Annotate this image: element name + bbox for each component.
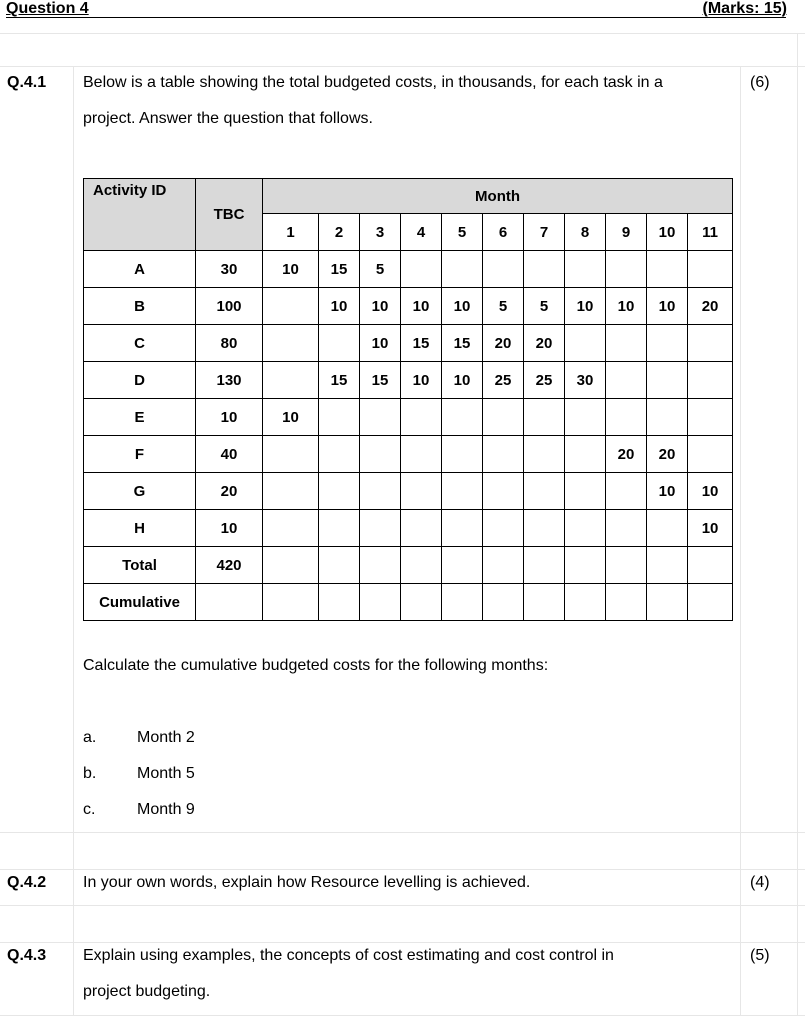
month-cost-cell bbox=[565, 436, 606, 473]
activity-id-cell: E bbox=[84, 399, 196, 436]
month-cost-cell: 10 bbox=[401, 362, 442, 399]
month-header-cell: 6 bbox=[483, 214, 524, 251]
month-cost-cell: 20 bbox=[606, 436, 647, 473]
month-header-cell: 10 bbox=[647, 214, 688, 251]
month-cost-cell bbox=[319, 473, 360, 510]
table-row bbox=[84, 436, 733, 473]
month-cost-cell bbox=[524, 584, 565, 621]
tbc-cell: 420 bbox=[196, 547, 263, 584]
month-header-cell: 4 bbox=[401, 214, 442, 251]
month-header-cell: 5 bbox=[442, 214, 483, 251]
activity-id-cell: A bbox=[84, 251, 196, 288]
month-cost-cell bbox=[688, 325, 733, 362]
month-cost-cell bbox=[263, 288, 319, 325]
month-header-cell: 1 bbox=[263, 214, 319, 251]
table-row bbox=[84, 547, 733, 584]
month-cost-cell bbox=[647, 547, 688, 584]
month-cost-cell bbox=[524, 473, 565, 510]
month-cost-cell bbox=[565, 251, 606, 288]
month-cost-cell: 15 bbox=[319, 251, 360, 288]
month-cost-cell bbox=[483, 399, 524, 436]
month-cost-cell bbox=[565, 473, 606, 510]
question-text: In your own words, explain how Resource levelling is achieved. bbox=[83, 874, 531, 891]
tbc-cell bbox=[196, 584, 263, 621]
activity-id-cell: H bbox=[84, 510, 196, 547]
sub-item-text: Month 9 bbox=[137, 801, 195, 818]
month-cost-cell bbox=[401, 473, 442, 510]
month-header-cell: 8 bbox=[565, 214, 606, 251]
question-text: Explain using examples, the concepts of cost estimating and cost control in bbox=[83, 947, 614, 964]
month-cost-cell: 10 bbox=[442, 288, 483, 325]
month-cost-cell bbox=[606, 584, 647, 621]
month-cost-cell: 5 bbox=[524, 288, 565, 325]
month-cost-cell bbox=[524, 510, 565, 547]
activity-id-cell: D bbox=[84, 362, 196, 399]
header-activity-id: Activity ID bbox=[84, 179, 196, 251]
month-cost-cell bbox=[319, 547, 360, 584]
month-cost-cell bbox=[442, 510, 483, 547]
table-row bbox=[84, 473, 733, 510]
month-cost-cell: 10 bbox=[360, 288, 401, 325]
activity-id-cell: F bbox=[84, 436, 196, 473]
month-cost-cell bbox=[360, 473, 401, 510]
month-cost-cell bbox=[606, 510, 647, 547]
month-cost-cell: 10 bbox=[688, 473, 733, 510]
question-number: Q.4.2 bbox=[7, 874, 47, 891]
month-cost-cell bbox=[688, 436, 733, 473]
month-cost-cell bbox=[606, 547, 647, 584]
tbc-cell: 80 bbox=[196, 325, 263, 362]
table-row bbox=[84, 288, 733, 325]
month-cost-cell: 10 bbox=[688, 510, 733, 547]
header-month: Month bbox=[263, 179, 733, 214]
header-rule bbox=[6, 17, 786, 18]
month-cost-cell: 15 bbox=[319, 362, 360, 399]
question-marks-value: (6) bbox=[750, 74, 770, 91]
month-cost-cell bbox=[606, 362, 647, 399]
month-cost-cell bbox=[688, 399, 733, 436]
question-marks-value: (4) bbox=[750, 874, 770, 891]
month-cost-cell bbox=[401, 547, 442, 584]
month-cost-cell bbox=[319, 399, 360, 436]
month-cost-cell bbox=[401, 399, 442, 436]
tbc-cell: 130 bbox=[196, 362, 263, 399]
month-cost-cell: 20 bbox=[483, 325, 524, 362]
month-cost-cell: 15 bbox=[442, 325, 483, 362]
month-cost-cell bbox=[565, 547, 606, 584]
question-number: Q.4.3 bbox=[7, 947, 47, 964]
month-cost-cell bbox=[360, 436, 401, 473]
month-cost-cell bbox=[263, 584, 319, 621]
month-cost-cell bbox=[524, 547, 565, 584]
activity-id-cell: Total bbox=[84, 547, 196, 584]
month-cost-cell bbox=[483, 584, 524, 621]
instruction-text: Calculate the cumulative budgeted costs for the following months: bbox=[83, 657, 549, 674]
month-header-cell: 2 bbox=[319, 214, 360, 251]
month-cost-cell bbox=[565, 399, 606, 436]
month-cost-cell bbox=[319, 510, 360, 547]
month-cost-cell bbox=[319, 436, 360, 473]
month-cost-cell bbox=[647, 510, 688, 547]
month-cost-cell: 5 bbox=[360, 251, 401, 288]
month-cost-cell: 30 bbox=[565, 362, 606, 399]
sub-item-text: Month 2 bbox=[137, 729, 195, 746]
question-title: Question 4 bbox=[6, 0, 89, 17]
month-cost-cell bbox=[263, 325, 319, 362]
month-cost-cell bbox=[606, 325, 647, 362]
month-cost-cell: 10 bbox=[263, 251, 319, 288]
table-row bbox=[84, 325, 733, 362]
table-row bbox=[84, 362, 733, 399]
question-number: Q.4.1 bbox=[7, 74, 47, 91]
grid-line bbox=[0, 1015, 805, 1016]
month-cost-cell bbox=[483, 547, 524, 584]
month-cost-cell: 15 bbox=[401, 325, 442, 362]
month-cost-cell bbox=[442, 584, 483, 621]
tbc-cell: 30 bbox=[196, 251, 263, 288]
month-cost-cell bbox=[688, 547, 733, 584]
month-cost-cell bbox=[401, 251, 442, 288]
month-cost-cell bbox=[263, 362, 319, 399]
grid-line bbox=[797, 33, 798, 1016]
grid-line bbox=[0, 33, 805, 34]
table-row bbox=[84, 399, 733, 436]
month-cost-cell bbox=[524, 251, 565, 288]
month-cost-cell bbox=[647, 399, 688, 436]
month-cost-cell: 20 bbox=[688, 288, 733, 325]
month-cost-cell bbox=[442, 473, 483, 510]
month-cost-cell bbox=[401, 510, 442, 547]
question-marks: (Marks: 15) bbox=[702, 0, 787, 17]
month-cost-cell bbox=[360, 584, 401, 621]
month-cost-cell bbox=[483, 510, 524, 547]
month-cost-cell bbox=[442, 399, 483, 436]
tbc-cell: 10 bbox=[196, 399, 263, 436]
month-cost-cell bbox=[565, 584, 606, 621]
month-cost-cell bbox=[263, 436, 319, 473]
month-cost-cell bbox=[647, 325, 688, 362]
month-cost-cell: 10 bbox=[360, 325, 401, 362]
month-cost-cell bbox=[688, 251, 733, 288]
month-header-cell: 9 bbox=[606, 214, 647, 251]
table-row bbox=[84, 510, 733, 547]
month-cost-cell bbox=[524, 399, 565, 436]
month-header-cell: 3 bbox=[360, 214, 401, 251]
activity-id-cell: Cumulative bbox=[84, 584, 196, 621]
month-cost-cell bbox=[524, 436, 565, 473]
month-cost-cell: 20 bbox=[647, 436, 688, 473]
month-cost-cell bbox=[647, 362, 688, 399]
month-cost-cell bbox=[688, 584, 733, 621]
tbc-cell: 100 bbox=[196, 288, 263, 325]
month-cost-cell: 10 bbox=[263, 399, 319, 436]
grid-line bbox=[0, 832, 805, 833]
month-cost-cell: 10 bbox=[442, 362, 483, 399]
month-cost-cell bbox=[606, 399, 647, 436]
month-cost-cell bbox=[483, 251, 524, 288]
tbc-cell: 20 bbox=[196, 473, 263, 510]
table-row bbox=[84, 251, 733, 288]
month-cost-cell: 10 bbox=[647, 288, 688, 325]
activity-id-cell: C bbox=[84, 325, 196, 362]
question-marks-value: (5) bbox=[750, 947, 770, 964]
month-cost-cell bbox=[401, 584, 442, 621]
budget-cost-table bbox=[83, 178, 733, 621]
month-cost-cell: 10 bbox=[647, 473, 688, 510]
activity-id-cell: B bbox=[84, 288, 196, 325]
month-cost-cell: 10 bbox=[565, 288, 606, 325]
month-cost-cell bbox=[263, 473, 319, 510]
month-cost-cell bbox=[688, 362, 733, 399]
month-cost-cell: 20 bbox=[524, 325, 565, 362]
month-cost-cell bbox=[483, 436, 524, 473]
month-cost-cell bbox=[319, 325, 360, 362]
sub-item-letter: b. bbox=[83, 765, 97, 782]
month-cost-cell bbox=[565, 510, 606, 547]
grid-line bbox=[740, 66, 741, 1016]
sub-item-letter: a. bbox=[83, 729, 97, 746]
month-cost-cell: 15 bbox=[360, 362, 401, 399]
month-cost-cell: 10 bbox=[401, 288, 442, 325]
month-header-cell: 7 bbox=[524, 214, 565, 251]
activity-id-cell: G bbox=[84, 473, 196, 510]
month-cost-cell bbox=[360, 510, 401, 547]
month-cost-cell bbox=[360, 399, 401, 436]
month-cost-cell bbox=[565, 325, 606, 362]
month-cost-cell bbox=[263, 547, 319, 584]
sub-item-text: Month 5 bbox=[137, 765, 195, 782]
sub-item-letter: c. bbox=[83, 801, 96, 818]
month-cost-cell bbox=[647, 251, 688, 288]
grid-line bbox=[0, 905, 805, 906]
month-cost-cell bbox=[263, 510, 319, 547]
question-text: project. Answer the question that follows. bbox=[83, 110, 373, 127]
month-cost-cell bbox=[483, 473, 524, 510]
month-cost-cell bbox=[606, 251, 647, 288]
month-cost-cell bbox=[360, 547, 401, 584]
month-cost-cell bbox=[442, 251, 483, 288]
month-cost-cell: 25 bbox=[483, 362, 524, 399]
month-cost-cell: 10 bbox=[319, 288, 360, 325]
month-cost-cell bbox=[442, 436, 483, 473]
month-cost-cell: 10 bbox=[606, 288, 647, 325]
question-text: project budgeting. bbox=[83, 983, 211, 1000]
month-cost-cell bbox=[319, 584, 360, 621]
tbc-cell: 40 bbox=[196, 436, 263, 473]
month-cost-cell: 5 bbox=[483, 288, 524, 325]
tbc-cell: 10 bbox=[196, 510, 263, 547]
month-cost-cell bbox=[647, 584, 688, 621]
month-header-cell: 11 bbox=[688, 214, 733, 251]
month-cost-cell bbox=[606, 473, 647, 510]
question-text: Below is a table showing the total budgeted costs, in thousands, for each task in a bbox=[83, 74, 663, 91]
month-cost-cell bbox=[401, 436, 442, 473]
month-cost-cell bbox=[442, 547, 483, 584]
header-tbc: TBC bbox=[196, 179, 263, 251]
month-cost-cell: 25 bbox=[524, 362, 565, 399]
table-row bbox=[84, 584, 733, 621]
grid-line bbox=[73, 66, 74, 1016]
